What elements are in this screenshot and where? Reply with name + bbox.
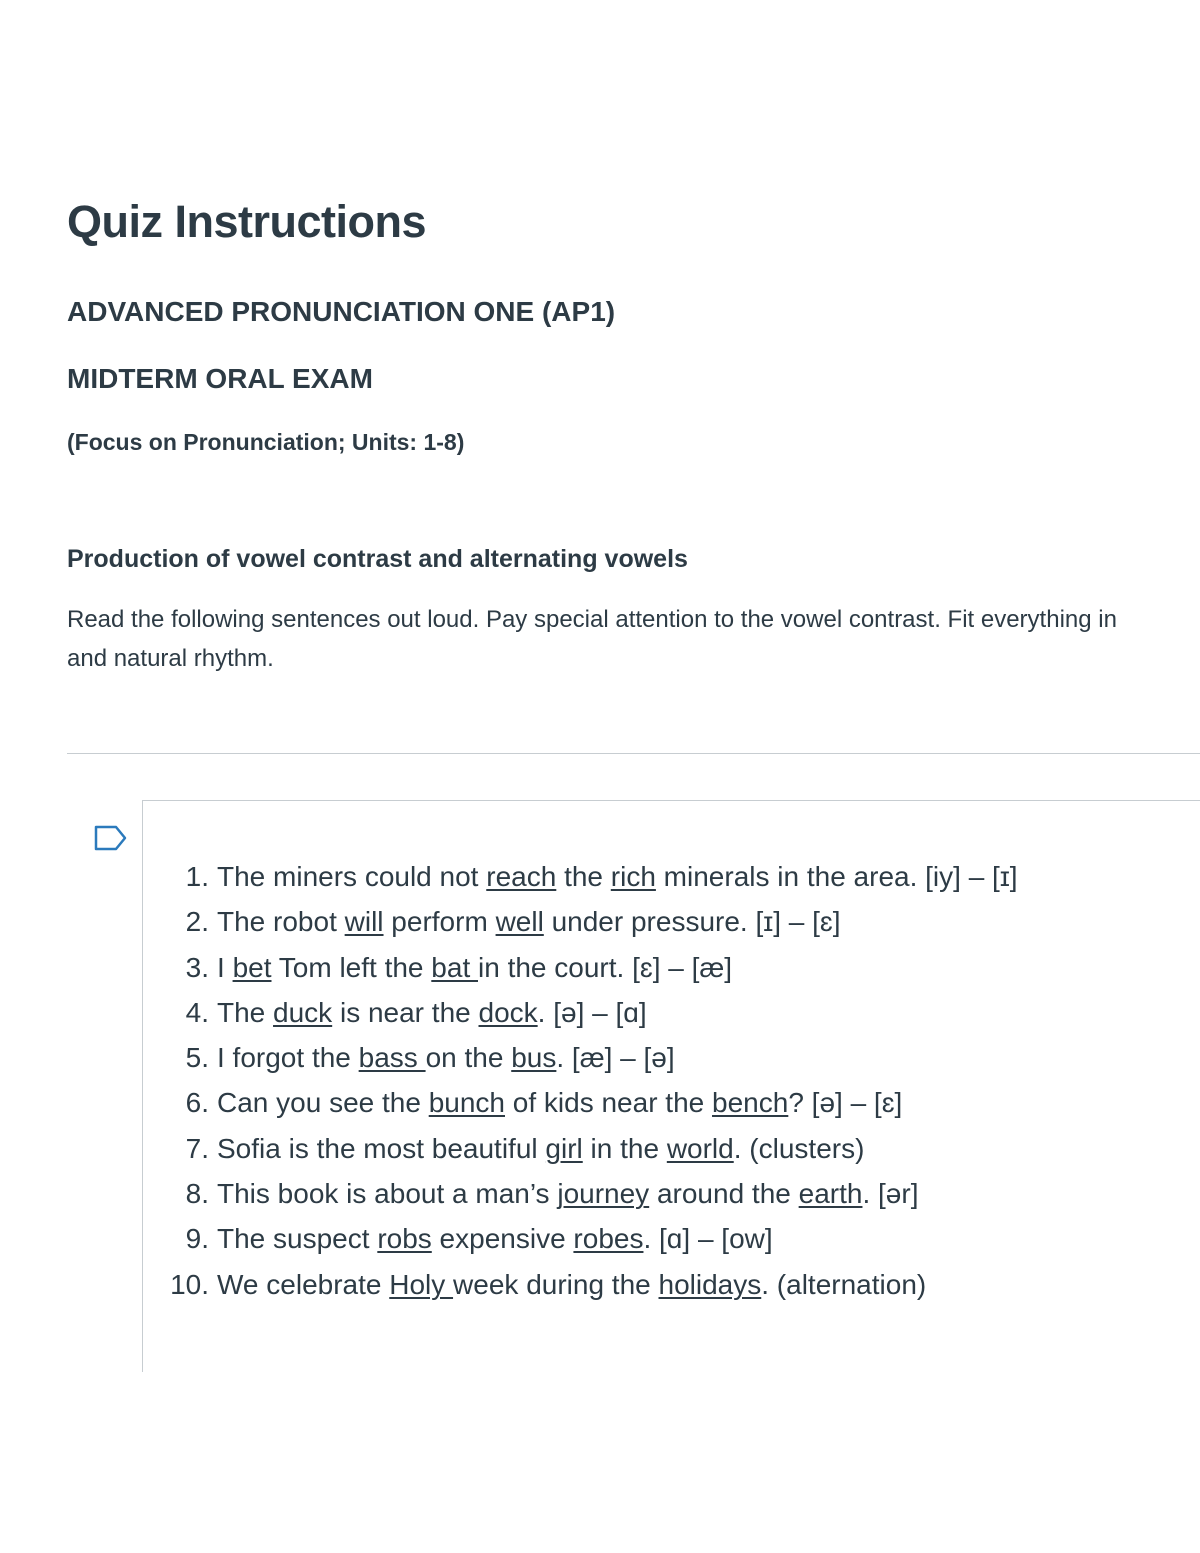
target-word: world bbox=[666, 1132, 734, 1164]
target-word: bet bbox=[232, 951, 272, 983]
exam-title: MIDTERM ORAL EXAM bbox=[67, 363, 373, 394]
instructions-line: and natural rhythm. bbox=[67, 645, 274, 672]
sentence-number: 1. bbox=[185, 861, 209, 892]
sentence-item bbox=[143, 1171, 1018, 1216]
sentence-text: under pressure. [ɪ] – [ɛ] bbox=[543, 906, 841, 938]
sentence-text: The bbox=[217, 996, 274, 1028]
sentence-text: . [ɑ] – [ow] bbox=[643, 1223, 773, 1255]
sentence-text: Can you see the bbox=[217, 1087, 429, 1119]
sentence-item bbox=[143, 854, 1018, 899]
target-word: bat bbox=[431, 951, 478, 983]
course-title: ADVANCED PRONUNCIATION ONE (AP1) bbox=[67, 296, 616, 327]
sentence-item bbox=[143, 899, 1018, 944]
sentence-text: of kids near the bbox=[505, 1087, 713, 1119]
sentence-text: in the court. [ɛ] – [æ] bbox=[478, 951, 733, 983]
sentence-text: the bbox=[556, 861, 611, 892]
target-word: girl bbox=[545, 1132, 583, 1164]
sentence-text: . (clusters) bbox=[733, 1132, 865, 1164]
sentence-number: 4. bbox=[185, 996, 209, 1028]
sentence-item bbox=[143, 945, 1018, 990]
target-word: earth bbox=[798, 1178, 863, 1210]
sentence-text: ? [ə] – [ɛ] bbox=[788, 1087, 903, 1119]
sentence-text: I bbox=[217, 951, 233, 983]
target-word: duck bbox=[273, 996, 333, 1028]
section-heading: Production of vowel contrast and alternating vowels bbox=[67, 545, 688, 573]
sentence-item bbox=[143, 1262, 1018, 1307]
sentence-text: . [ə] – [ɑ] bbox=[537, 996, 647, 1028]
quiz-page bbox=[67, 0, 1200, 1553]
sentence-number: 9. bbox=[185, 1223, 209, 1255]
target-word: holidays bbox=[658, 1268, 762, 1300]
sentence-text: Sofia is the most beautiful bbox=[217, 1132, 546, 1164]
sentence-text: week during the bbox=[453, 1268, 659, 1300]
sentence-item bbox=[143, 990, 1018, 1035]
sentence-item bbox=[143, 1126, 1018, 1171]
sentence-text: around the bbox=[649, 1178, 799, 1210]
target-word: robes bbox=[573, 1223, 644, 1255]
target-word: Holy bbox=[389, 1268, 454, 1300]
sentence-text: perform bbox=[383, 906, 496, 938]
target-word: well bbox=[495, 906, 544, 938]
target-word: dock bbox=[478, 996, 538, 1028]
sentence-text: on the bbox=[425, 1042, 512, 1074]
sentence-text: I forgot the bbox=[217, 1042, 359, 1074]
sentence-item bbox=[143, 1035, 1018, 1080]
sentence-item bbox=[143, 1216, 1018, 1261]
target-word: reach bbox=[486, 861, 557, 892]
target-word: rich bbox=[610, 861, 656, 892]
sentence-number: 6. bbox=[185, 1087, 209, 1119]
target-word: will bbox=[344, 906, 384, 938]
target-word: bass bbox=[358, 1042, 426, 1074]
flag-outline-icon[interactable] bbox=[94, 825, 128, 851]
sentence-text: is near the bbox=[332, 996, 479, 1028]
sentence-number: 5. bbox=[185, 1042, 209, 1074]
sentence-item bbox=[143, 1080, 1018, 1125]
sentence-text: expensive bbox=[431, 1223, 574, 1255]
question-box bbox=[142, 800, 1200, 1372]
sentence-text: The robot bbox=[217, 906, 345, 938]
target-word: robs bbox=[377, 1223, 432, 1255]
target-word: bunch bbox=[428, 1087, 505, 1119]
section-divider bbox=[67, 753, 1200, 754]
instructions-line: Read the following sentences out loud. Pay special attention to the vowel contrast. Fit everything in bbox=[67, 606, 1117, 633]
sentence-number: 8. bbox=[185, 1178, 209, 1210]
sentence-number: 2. bbox=[185, 906, 209, 938]
sentence-text: The suspect bbox=[217, 1223, 378, 1255]
target-word: bench bbox=[712, 1087, 789, 1119]
target-word: journey bbox=[557, 1178, 650, 1210]
sentence-list bbox=[143, 854, 1018, 1307]
page-title: Quiz Instructions bbox=[67, 196, 427, 247]
sentence-text: . [æ] – [ə] bbox=[556, 1042, 675, 1074]
sentence-text: The miners could not bbox=[217, 861, 487, 892]
instructions-text bbox=[67, 600, 1200, 678]
sentence-text: We celebrate bbox=[217, 1268, 390, 1300]
sentence-number: 3. bbox=[185, 951, 209, 983]
sentence-text: This book is about a man’s bbox=[217, 1178, 558, 1210]
sentence-number: 10. bbox=[170, 1268, 209, 1300]
sentence-text: in the bbox=[582, 1132, 667, 1164]
sentence-text: . [ər] bbox=[862, 1178, 919, 1210]
sentence-text: minerals in the area. [iy] – [ɪ] bbox=[655, 861, 1018, 892]
sentence-text: . (alternation) bbox=[761, 1268, 927, 1300]
sentence-number: 7. bbox=[185, 1132, 209, 1164]
focus-subtitle: (Focus on Pronunciation; Units: 1-8) bbox=[67, 429, 465, 455]
target-word: bus bbox=[511, 1042, 557, 1074]
sentence-text: Tom left the bbox=[271, 951, 432, 983]
